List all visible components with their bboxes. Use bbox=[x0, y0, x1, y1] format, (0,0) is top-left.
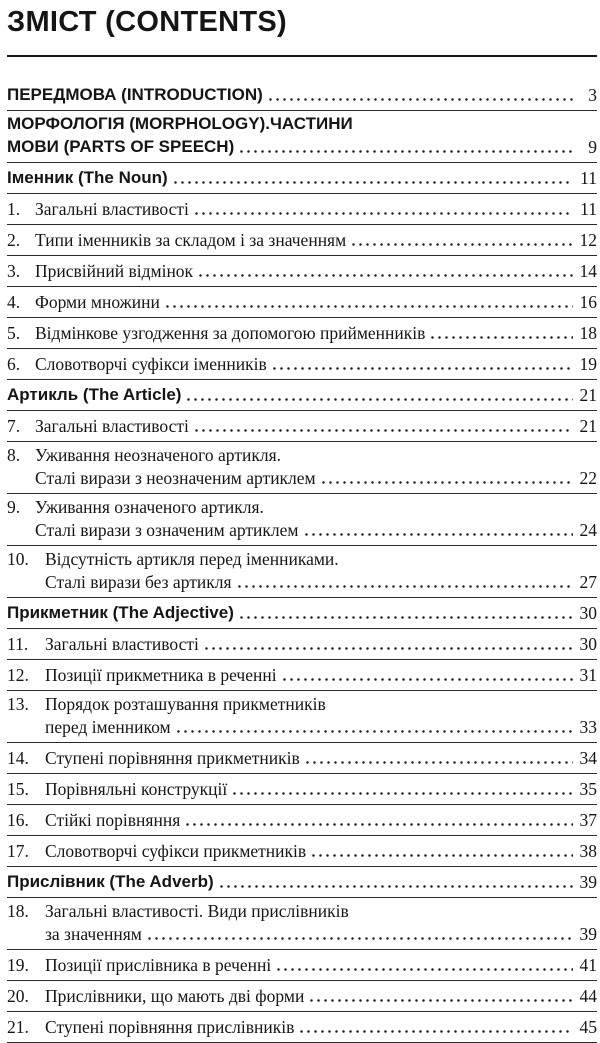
toc-item-text: перед іменником bbox=[45, 717, 171, 737]
toc-page-number: 33 bbox=[579, 717, 597, 737]
dot-leader bbox=[218, 885, 573, 888]
toc-line bbox=[7, 382, 597, 406]
toc-line bbox=[7, 745, 597, 769]
dot-leader bbox=[304, 761, 573, 764]
toc-line bbox=[7, 465, 597, 489]
dot-leader bbox=[175, 730, 573, 733]
toc-line bbox=[7, 546, 597, 570]
dot-leader bbox=[350, 243, 573, 246]
toc-section-heading[interactable] bbox=[7, 867, 597, 898]
toc-page-number: 9 bbox=[588, 137, 597, 157]
toc-line bbox=[7, 898, 597, 922]
toc-line bbox=[7, 869, 597, 893]
toc-item[interactable] bbox=[7, 194, 597, 225]
toc-page-number: 21 bbox=[579, 416, 597, 436]
toc-page-number: 44 bbox=[579, 986, 597, 1006]
dot-leader bbox=[236, 585, 573, 588]
toc-heading-text: Артикль (The Article) bbox=[7, 385, 182, 404]
toc-item-text: Загальні властивості bbox=[35, 199, 189, 219]
toc-page-number: 11 bbox=[580, 199, 597, 219]
dot-leader bbox=[164, 305, 573, 308]
toc-item-number: 3. bbox=[7, 261, 21, 281]
dot-leader bbox=[193, 212, 573, 215]
toc-page-number: 19 bbox=[579, 354, 597, 374]
toc-line bbox=[7, 111, 597, 135]
toc-item-number: 17. bbox=[7, 841, 29, 861]
toc-page-number: 31 bbox=[579, 665, 597, 685]
toc-item[interactable] bbox=[7, 660, 597, 691]
toc-item-number: 16. bbox=[7, 810, 29, 830]
toc-item-number: 1. bbox=[7, 199, 21, 219]
toc-line bbox=[7, 952, 597, 976]
toc-section-heading[interactable] bbox=[7, 163, 597, 194]
toc-item-text: Форми множини bbox=[35, 292, 160, 312]
toc-line bbox=[7, 631, 597, 655]
toc-item[interactable] bbox=[7, 256, 597, 287]
toc-line bbox=[7, 517, 597, 541]
toc-heading-text: Іменник (The Noun) bbox=[7, 168, 168, 187]
toc-page-number: 27 bbox=[579, 572, 597, 592]
toc-item-text: Позиції прислівника в реченні bbox=[45, 955, 272, 975]
toc-item-text: Сталі вирази з неозначеним артиклем bbox=[35, 468, 316, 488]
toc-item[interactable] bbox=[7, 981, 597, 1012]
toc-page-number: 38 bbox=[579, 841, 597, 861]
toc-item-number: 6. bbox=[7, 354, 21, 374]
toc-item-text: Порівняльні конструкції bbox=[45, 779, 228, 799]
toc-item[interactable] bbox=[7, 494, 597, 546]
toc-item-text: Типи іменників за складом і за значенням bbox=[35, 230, 347, 250]
toc-item-text: Сталі вирази без артикля bbox=[45, 572, 232, 592]
toc-item-number: 12. bbox=[7, 665, 29, 685]
toc-item-text: Відсутність артикля перед іменниками. bbox=[45, 549, 339, 569]
toc-item-text: Словотворчі суфікси прикметників bbox=[45, 841, 307, 861]
toc-heading-text: МОВИ (PARTS OF SPEECH) bbox=[7, 137, 235, 156]
toc-page-number: 18 bbox=[579, 323, 597, 343]
toc-line bbox=[7, 776, 597, 800]
toc-item-text: Позиції прикметника в реченні bbox=[45, 665, 277, 685]
toc-line bbox=[7, 442, 597, 466]
toc-item-number: 11. bbox=[7, 634, 29, 654]
toc-item[interactable] bbox=[7, 1012, 597, 1043]
toc-page-number: 45 bbox=[579, 1017, 597, 1037]
toc-page-number: 37 bbox=[579, 810, 597, 830]
toc-item-text: Присвійний відмінок bbox=[35, 261, 194, 281]
toc-item-number: 7. bbox=[7, 416, 21, 436]
toc-line bbox=[7, 807, 597, 831]
toc-item-text: Загальні властивості. Види прислівників bbox=[45, 901, 349, 921]
dot-leader bbox=[231, 792, 573, 795]
toc-item-number: 9. bbox=[7, 497, 21, 517]
toc-item-text: Відмінкове узгодження за допомогою прийменників bbox=[35, 323, 426, 343]
toc-item[interactable] bbox=[7, 774, 597, 805]
toc-line bbox=[7, 600, 597, 624]
page-title: ЗМІСТ (CONTENTS) bbox=[7, 6, 287, 38]
dot-leader bbox=[308, 999, 573, 1002]
toc-item[interactable] bbox=[7, 287, 597, 318]
toc-item-text: Словотворчі суфікси іменників bbox=[35, 354, 267, 374]
toc-item[interactable] bbox=[7, 442, 597, 494]
toc-page-number: 34 bbox=[579, 748, 597, 768]
toc-page-number: 39 bbox=[579, 924, 597, 944]
toc-item-number: 10. bbox=[7, 549, 29, 569]
toc-item-text: Уживання означеного артикля. bbox=[35, 497, 264, 517]
toc-item[interactable] bbox=[7, 349, 597, 380]
dot-leader bbox=[238, 616, 573, 619]
toc-item[interactable] bbox=[7, 629, 597, 660]
dot-leader bbox=[310, 854, 573, 857]
toc-line bbox=[7, 691, 597, 715]
toc-line bbox=[7, 320, 597, 344]
toc-item-number: 21. bbox=[7, 1017, 29, 1037]
dot-leader bbox=[298, 1030, 573, 1033]
toc-item-number: 15. bbox=[7, 779, 29, 799]
toc-heading-text: Прикметник (The Adjective) bbox=[7, 603, 234, 622]
toc-item-number: 19. bbox=[7, 955, 29, 975]
dot-leader bbox=[429, 336, 573, 339]
toc-item-text: Порядок розташування прикметників bbox=[45, 694, 326, 714]
toc-page-number: 35 bbox=[579, 779, 597, 799]
dot-leader bbox=[271, 367, 573, 370]
toc-line bbox=[7, 82, 597, 106]
toc-heading-text: Прислівник (The Adverb) bbox=[7, 872, 214, 891]
toc-page-number: 3 bbox=[588, 85, 597, 105]
toc-line bbox=[7, 134, 597, 158]
toc-page-number: 30 bbox=[579, 634, 597, 654]
toc-item-number: 4. bbox=[7, 292, 21, 312]
toc-item-number: 14. bbox=[7, 748, 29, 768]
toc-item-number: 13. bbox=[7, 694, 29, 714]
dot-leader bbox=[184, 823, 573, 826]
toc-heading-text: МОРФОЛОГІЯ (MORPHOLOGY).ЧАСТИНИ bbox=[7, 114, 353, 133]
toc-item-text: Стійкі порівняння bbox=[45, 810, 181, 830]
toc-line bbox=[7, 413, 597, 437]
toc-heading-text: ПЕРЕДМОВА (INTRODUCTION) bbox=[7, 85, 263, 104]
toc-section-heading[interactable] bbox=[7, 598, 597, 629]
toc-item[interactable] bbox=[7, 546, 597, 598]
toc-line bbox=[7, 196, 597, 220]
toc-item[interactable] bbox=[7, 836, 597, 867]
toc-line bbox=[7, 921, 597, 945]
toc-page-number: 11 bbox=[580, 168, 597, 188]
toc-item-number: 18. bbox=[7, 901, 29, 921]
dot-leader bbox=[281, 678, 573, 681]
toc-item[interactable] bbox=[7, 318, 597, 349]
toc-page-number: 14 bbox=[579, 261, 597, 281]
dot-leader bbox=[303, 533, 574, 536]
toc-item-text: Загальні властивості bbox=[45, 634, 199, 654]
toc-line bbox=[7, 662, 597, 686]
toc-line bbox=[7, 289, 597, 313]
toc-page-number: 22 bbox=[579, 468, 597, 488]
toc-item-text: Прислівники, що мають дві форми bbox=[45, 986, 305, 1006]
toc-line bbox=[7, 983, 597, 1007]
dot-leader bbox=[203, 647, 573, 650]
toc-page-number: 16 bbox=[579, 292, 597, 312]
toc-line bbox=[7, 1014, 597, 1038]
toc-item-text: Ступені порівняння прикметників bbox=[45, 748, 300, 768]
toc-line bbox=[7, 838, 597, 862]
toc-item-number: 20. bbox=[7, 986, 29, 1006]
toc-item[interactable] bbox=[7, 691, 597, 743]
toc-line bbox=[7, 165, 597, 189]
toc-item[interactable] bbox=[7, 411, 597, 442]
dot-leader bbox=[172, 181, 573, 184]
toc-line bbox=[7, 494, 597, 518]
title-rule bbox=[7, 55, 597, 57]
toc-page-number: 41 bbox=[579, 955, 597, 975]
toc-item-text: Сталі вирази з означеним артиклем bbox=[35, 520, 299, 540]
table-of-contents bbox=[7, 80, 597, 1043]
toc-section-heading[interactable] bbox=[7, 111, 597, 163]
toc-item-number: 5. bbox=[7, 323, 21, 343]
toc-item[interactable] bbox=[7, 898, 597, 950]
dot-leader bbox=[193, 429, 573, 432]
toc-line bbox=[7, 258, 597, 282]
toc-line bbox=[7, 227, 597, 251]
toc-item[interactable] bbox=[7, 225, 597, 256]
toc-item-text: Уживання неозначеного артикля. bbox=[35, 445, 281, 465]
toc-line bbox=[7, 714, 597, 738]
toc-line bbox=[7, 569, 597, 593]
toc-item-number: 8. bbox=[7, 445, 21, 465]
toc-item[interactable] bbox=[7, 743, 597, 774]
dot-leader bbox=[185, 398, 573, 401]
toc-page-number: 39 bbox=[579, 872, 597, 892]
toc-page-number: 30 bbox=[579, 603, 597, 623]
dot-leader bbox=[197, 274, 573, 277]
toc-page-number: 24 bbox=[579, 520, 597, 540]
toc-section-heading[interactable] bbox=[7, 380, 597, 411]
toc-page-number: 12 bbox=[579, 230, 597, 250]
toc-item[interactable] bbox=[7, 805, 597, 836]
dot-leader bbox=[267, 98, 573, 101]
toc-line bbox=[7, 351, 597, 375]
toc-item-number: 2. bbox=[7, 230, 21, 250]
toc-page-number: 21 bbox=[579, 385, 597, 405]
toc-item-text: Ступені порівняння прислівників bbox=[45, 1017, 295, 1037]
toc-item-text: Загальні властивості bbox=[35, 416, 189, 436]
toc-section-heading[interactable] bbox=[7, 80, 597, 111]
dot-leader bbox=[275, 968, 573, 971]
dot-leader bbox=[146, 937, 573, 940]
dot-leader bbox=[238, 150, 573, 153]
toc-item-text: за значенням bbox=[45, 924, 142, 944]
toc-item[interactable] bbox=[7, 950, 597, 981]
dot-leader bbox=[320, 481, 573, 484]
